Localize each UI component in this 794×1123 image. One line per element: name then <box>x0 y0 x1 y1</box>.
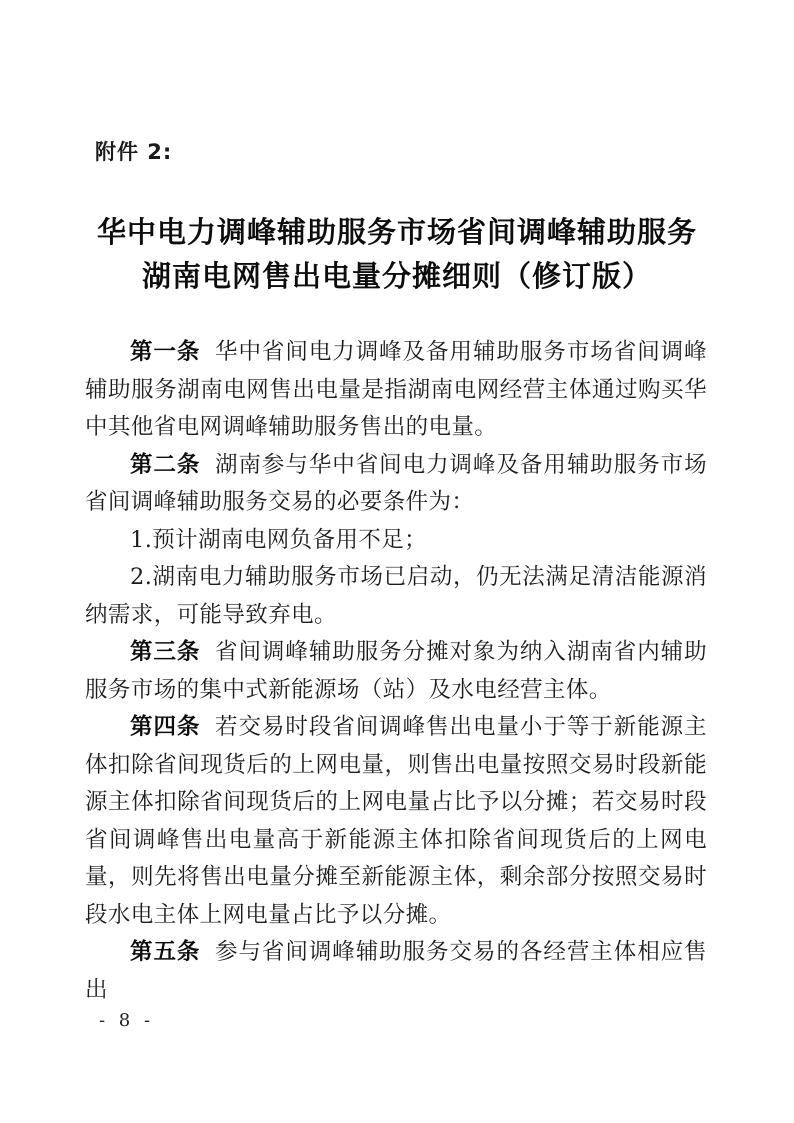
article-label: 第一条 <box>130 339 201 365</box>
list-item <box>85 522 707 560</box>
article-text: 省间调峰辅助服务分摊对象为纳入湖南省内辅助服务市场的集中式新能源场（站）及水电经营主体。 <box>85 639 708 703</box>
document-title <box>50 210 744 298</box>
article-paragraph <box>85 447 707 522</box>
article-text: 湖南参与华中省间电力调峰及备用辅助服务市场省间调峰辅助服务交易的必要条件为： <box>85 451 708 515</box>
article-paragraph <box>85 709 707 934</box>
article-label: 第五条 <box>130 939 201 965</box>
article-text: 1.预计湖南电网负备用不足； <box>130 526 428 553</box>
article-text: 参与省间调峰辅助服务交易的各经营主体相应售出 <box>85 939 708 1003</box>
article-paragraph <box>85 634 707 709</box>
article-label: 第三条 <box>130 639 201 665</box>
article-label: 第四条 <box>130 714 201 740</box>
document-title-line1: 华中电力调峰辅助服务市场省间调峰辅助服务 <box>96 215 697 249</box>
document-body <box>85 334 707 1009</box>
list-item <box>85 559 707 634</box>
article-text: 若交易时段省间调峰售出电量小于等于新能源主体扣除省间现货后的上网电量，则售出电量按照交易时段新能源主体扣除省间现货后的上网电量占比予以分摊；若交易时段省间调峰售出电量高于新能源主体扣除省间现货后的上网电量，则先将售出电量分摊至新能源主体，剩余部分按照交易时段水电主体上网电量占比予以分摊。 <box>85 714 708 928</box>
article-text: 华中省间电力调峰及备用辅助服务市场省间调峰辅助服务湖南电网售出电量是指湖南电网经营主体通过购买华中其他省电网调峰辅助服务售出的电量。 <box>85 339 708 440</box>
article-paragraph <box>85 934 707 1009</box>
attachment-label: 附件 2: <box>95 140 173 164</box>
page-number: - 8 - <box>99 1010 155 1031</box>
article-label: 第二条 <box>130 451 201 478</box>
document-title-line2: 湖南电网售出电量分摊细则（修订版） <box>141 259 652 293</box>
article-text: 2.湖南电力辅助服务市场已启动，仍无法满足清洁能源消纳需求，可能导致弃电。 <box>85 564 707 628</box>
article-paragraph <box>85 334 707 447</box>
